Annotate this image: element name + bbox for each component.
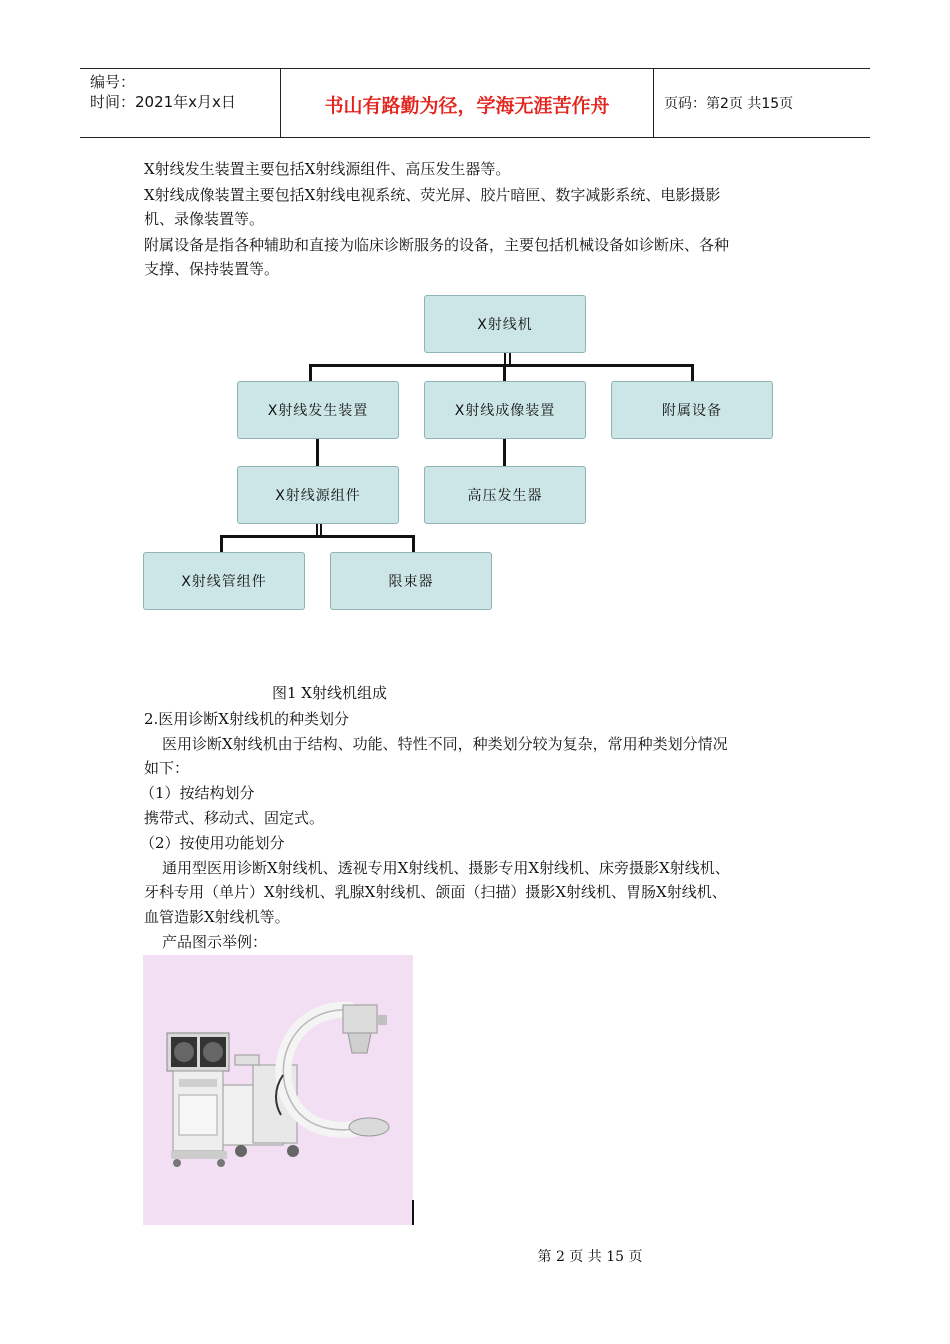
node-xray-machine: X射线机 <box>424 295 586 353</box>
body-line: 通用型医用诊断X射线机、透视专用X射线机、摄影专用X射线机、床旁摄影X射线机、 <box>162 859 730 877</box>
connector <box>412 535 415 552</box>
body-line: 医用诊断X射线机由于结构、功能、特性不同，种类划分较为复杂，常用种类划分情况 <box>162 735 728 753</box>
figure-caption: 图1 X射线机组成 <box>272 684 387 702</box>
node-xray-source: X射线源组件 <box>237 466 399 524</box>
connector <box>220 535 415 538</box>
document-number-label: 编号： <box>90 73 136 91</box>
connector <box>320 522 322 536</box>
connector <box>316 437 319 466</box>
header-motto: 书山有路勤为径，学海无涯苦作舟 <box>324 95 610 117</box>
footer-page-number: 第 2 页 共 15 页 <box>537 1249 643 1265</box>
intro-line: X射线成像装置主要包括X射线电视系统、荧光屏、胶片暗匣、数字减影系统、电影摄影 <box>144 186 721 204</box>
connector <box>309 364 694 367</box>
node-hv-generator: 高压发生器 <box>424 466 586 524</box>
section-title: 2.医用诊断X射线机的种类划分 <box>144 710 349 728</box>
connector <box>509 351 511 365</box>
header-page-info: 页码：第2页 共15页 <box>664 96 794 112</box>
page-footer <box>0 1246 950 1266</box>
body-line: 如下： <box>144 759 190 777</box>
c-arm-illustration <box>143 955 413 1225</box>
header-info-cell <box>80 69 281 137</box>
document-date: 时间：2021年x月x日 <box>90 93 236 111</box>
body-line: 携带式、移动式、固定式。 <box>144 809 325 827</box>
page-header <box>80 68 870 138</box>
c-arm-xray-photo <box>143 955 413 1225</box>
header-page-cell <box>654 69 870 137</box>
connector <box>504 351 506 365</box>
node-auxiliary: 附属设备 <box>611 381 773 439</box>
header-motto-cell <box>281 69 654 137</box>
node-xray-tube: X射线管组件 <box>143 552 305 610</box>
body-line: 产品图示举例： <box>162 933 268 951</box>
connector <box>309 364 312 381</box>
image-edge-marker <box>412 1200 414 1225</box>
body-line: 血管造影X射线机等。 <box>144 908 290 926</box>
node-collimator: 限束器 <box>330 552 492 610</box>
intro-line: 附属设备是指各种辅助和直接为临床诊断服务的设备，主要包括机械设备如诊断床、各种 <box>144 236 730 254</box>
node-xray-generator: X射线发生装置 <box>237 381 399 439</box>
list-heading: （1）按结构划分 <box>140 784 255 802</box>
list-heading: （2）按使用功能划分 <box>140 834 285 852</box>
connector <box>691 364 694 381</box>
intro-line: X射线发生装置主要包括X射线源组件、高压发生器等。 <box>144 160 511 178</box>
node-xray-imaging: X射线成像装置 <box>424 381 586 439</box>
body-line: 牙科专用（单片）X射线机、乳腺X射线机、颌面（扫描）摄影X射线机、胃肠X射线机、 <box>144 883 727 901</box>
intro-line: 支撑、保持装置等。 <box>144 260 280 278</box>
connector <box>220 535 223 552</box>
connector <box>316 522 318 536</box>
connector <box>503 364 506 381</box>
intro-line: 机、录像装置等。 <box>144 210 265 228</box>
connector <box>503 437 506 466</box>
